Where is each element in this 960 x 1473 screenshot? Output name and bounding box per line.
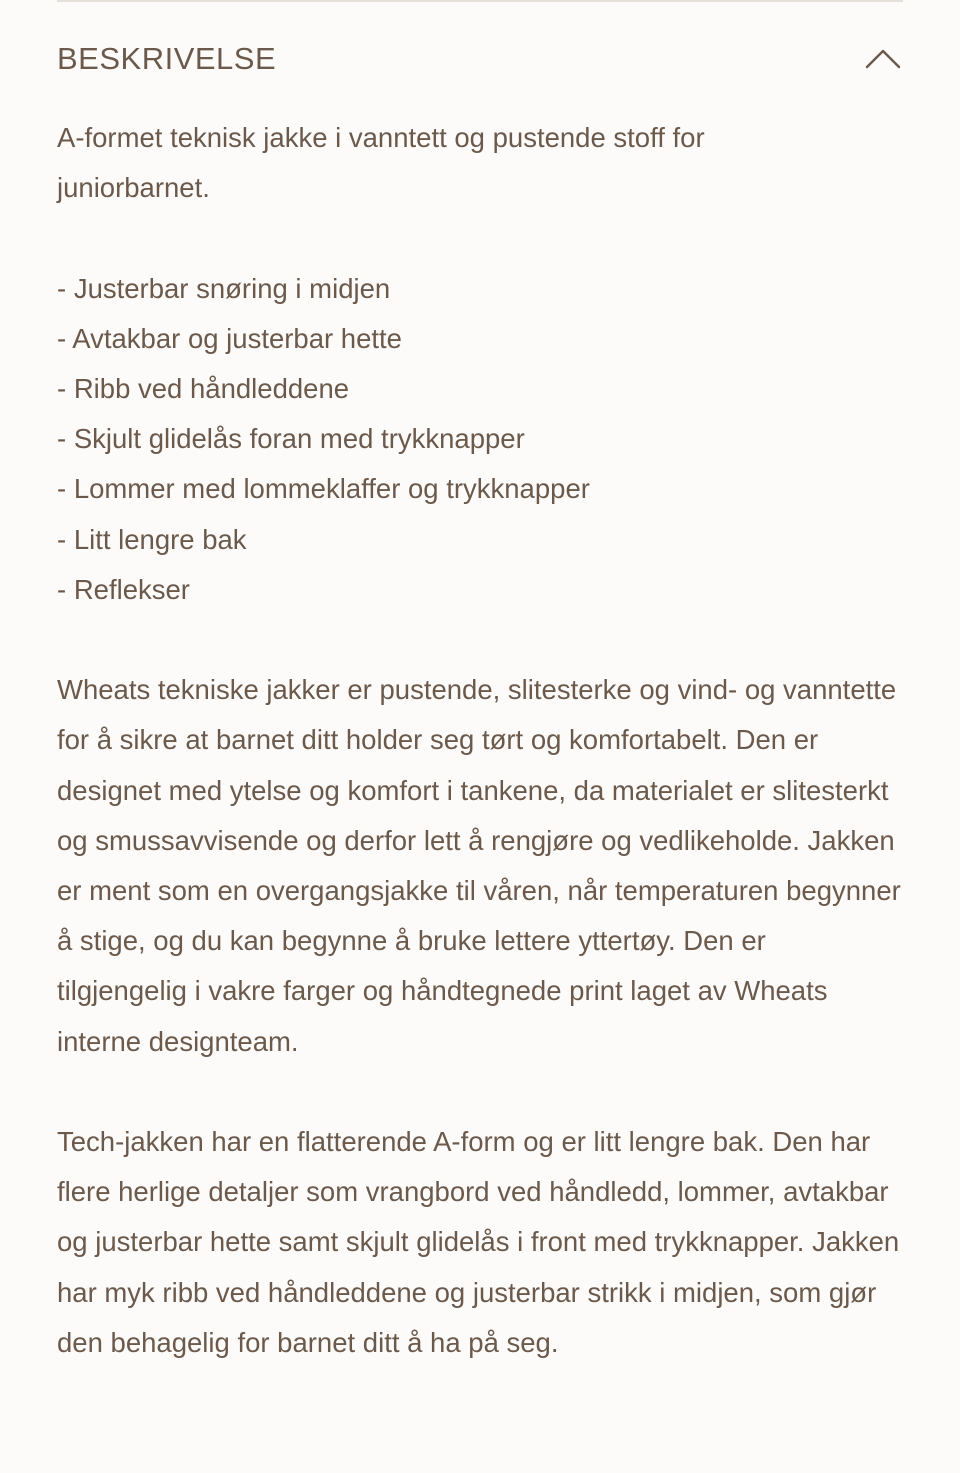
chevron-up-icon[interactable] [865, 47, 901, 71]
description-paragraph: Tech-jakken har en flatterende A-form og er litt lengre bak. Den har flere herlige detaljer som vrangbord ved håndledd, lommer, avtakbar og justerbar hette samt skjult glidelås i front med trykknapper. Jakken har myk ribb ved håndleddene og justerbar strikk i midjen, som gjør den behagelig for barnet ditt å ha på seg. [57, 1126, 900, 1358]
top-divider [57, 0, 903, 2]
spacer [57, 1067, 917, 1117]
accordion-title: BESKRIVELSE [57, 41, 277, 76]
description-paragraph: Wheats tekniske jakker er pustende, slitesterke og vind- og vanntette for å sikre at barnet ditt holder seg tørt og komfortabelt. Den er designet med ytelse og komfort i tankene, da materialet er slitesterkt og smussavvisende og derfor lett å rengjøre og vedlikeholde. Jakken er ment som en overgangsjakke til våren, når temperaturen begynner å stige, og du kan begynne å bruke lettere yttertøy. Den er tilgjengelig i vakre farger og håndtegnede print laget av Wheats interne designteam. [57, 674, 901, 1057]
feature-item: - Reflekser [57, 565, 917, 615]
feature-item: - Avtakbar og justerbar hette [57, 314, 917, 364]
feature-item: - Justerbar snøring i midjen [57, 264, 917, 314]
description-intro: A-formet teknisk jakke i vanntett og pustende stoff for juniorbarnet. [57, 122, 705, 204]
description-accordion-header[interactable] [57, 32, 903, 86]
feature-item: - Ribb ved håndleddene [57, 364, 917, 414]
feature-item: - Lommer med lommeklaffer og trykknapper [57, 464, 917, 514]
feature-item: - Skjult glidelås foran med trykknapper [57, 414, 917, 464]
accordion-content [57, 113, 917, 1368]
spacer [57, 213, 917, 263]
feature-item: - Litt lengre bak [57, 515, 917, 565]
spacer [57, 615, 917, 665]
feature-list [57, 264, 917, 615]
